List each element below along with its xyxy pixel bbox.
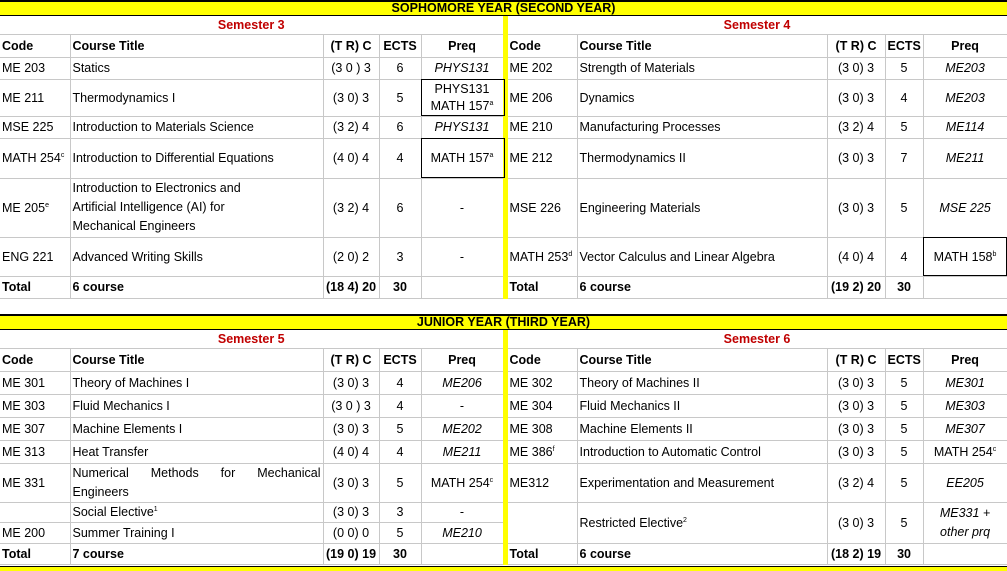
footnote-marker: c: [489, 476, 494, 484]
course-trc: (3 0) 3: [827, 371, 885, 394]
course-preq: MSE 225: [923, 178, 1007, 237]
course-ects: 4: [885, 237, 923, 276]
course-code: ME 313: [0, 440, 70, 463]
course-preq: [923, 502, 1007, 543]
course-code: ME 211: [0, 79, 70, 116]
course-preq: ME303: [923, 394, 1007, 417]
semester-3-label: Semester 3: [0, 16, 505, 34]
course-code: ENG 221: [0, 237, 70, 276]
course-trc: (3 0) 3: [827, 502, 885, 543]
course-ects: 5: [885, 178, 923, 237]
sophomore-year-title: SOPHOMORE YEAR (SECOND YEAR): [391, 1, 616, 15]
course-preq: EE205: [923, 463, 1007, 502]
table-row: [0, 502, 1007, 522]
header-ects: ECTS: [885, 348, 923, 371]
footnote-marker: a: [489, 99, 494, 107]
course-trc: (3 0) 3: [827, 138, 885, 178]
course-title: Statics: [70, 57, 323, 79]
total-course-count: 7 course: [70, 543, 323, 564]
table-row: [0, 138, 1007, 178]
course-code: ME 308: [505, 417, 577, 440]
course-ects: 5: [885, 371, 923, 394]
course-code: [505, 502, 577, 543]
total-ects: 30: [379, 276, 421, 298]
course-preq: ME211: [923, 138, 1007, 178]
course-code-text: ME 386: [509, 444, 553, 459]
course-title: Theory of Machines II: [577, 371, 827, 394]
course-ects: 6: [379, 57, 421, 79]
course-code: ME 307: [0, 417, 70, 440]
course-title: Summer Training I: [70, 522, 323, 543]
course-trc: (3 0) 3: [827, 394, 885, 417]
course-trc: (3 0) 3: [827, 417, 885, 440]
course-title: Introduction to Automatic Control: [577, 440, 827, 463]
footnote-marker: b: [992, 250, 997, 258]
course-ects: 5: [379, 79, 421, 116]
total-preq-empty: [421, 276, 505, 298]
course-code: ME 203: [0, 57, 70, 79]
junior-year-banner: [0, 314, 1007, 330]
course-ects: 5: [885, 417, 923, 440]
course-preq: PHYS131: [421, 57, 505, 79]
total-course-count: 6 course: [577, 543, 827, 564]
preq-code: MATH 158: [933, 249, 993, 264]
table-row: [0, 417, 1007, 440]
footnote-marker: 1: [153, 505, 158, 513]
total-preq-empty: [923, 543, 1007, 564]
course-code: ME 212: [505, 138, 577, 178]
course-preq: [923, 440, 1007, 463]
total-label: Total: [0, 543, 70, 564]
junior-year-title: JUNIOR YEAR (THIRD YEAR): [416, 315, 591, 329]
course-preq: ME210: [421, 522, 505, 543]
course-trc: (3 0) 3: [323, 371, 379, 394]
course-title: Introduction to Materials Science: [70, 116, 323, 138]
course-trc: (3 0) 3: [323, 79, 379, 116]
course-title: Manufacturing Processes: [577, 116, 827, 138]
total-preq-empty: [421, 543, 505, 564]
preq-line-2: other prq: [940, 524, 991, 539]
course-preq: -: [421, 237, 505, 276]
preq-code: MATH 157: [430, 98, 490, 113]
course-trc: (3 2) 4: [827, 463, 885, 502]
course-code: MSE 225: [0, 116, 70, 138]
header-preq: Preq: [421, 34, 505, 57]
table-row: [0, 79, 1007, 116]
course-ects: 4: [379, 138, 421, 178]
course-preq: ME114: [923, 116, 1007, 138]
course-ects: 5: [885, 463, 923, 502]
course-code: ME 202: [505, 57, 577, 79]
course-title: Numerical Methods for Mechanical Engineers: [70, 463, 323, 502]
course-preq: -: [421, 502, 505, 522]
restricted-elective-title: [577, 502, 827, 543]
total-ects: 30: [885, 543, 923, 564]
course-code: MSE 226: [505, 178, 577, 237]
course-trc: (0 0) 0: [323, 522, 379, 543]
table-row: [0, 237, 1007, 276]
course-code: ME 206: [505, 79, 577, 116]
course-preq: -: [421, 394, 505, 417]
course-title-text: Social Elective: [72, 505, 154, 519]
table-row: [0, 463, 1007, 502]
header-preq: Preq: [923, 34, 1007, 57]
course-code: ME 301: [0, 371, 70, 394]
header-trc: (T R) C: [827, 348, 885, 371]
course-code: ME 210: [505, 116, 577, 138]
course-title: Introduction to Differential Equations: [70, 138, 323, 178]
total-trc: (19 2) 20: [827, 276, 885, 298]
course-preq: ME202: [421, 417, 505, 440]
course-trc: (3 0 ) 3: [323, 394, 379, 417]
semester-4-label: Semester 4: [505, 16, 1007, 34]
restricted-elective-text: Restricted Elective: [579, 515, 684, 530]
header-trc: (T R) C: [323, 34, 379, 57]
course-preq: PHYS131: [421, 116, 505, 138]
course-title: Fluid Mechanics II: [577, 394, 827, 417]
course-code-text: MATH 254: [2, 151, 61, 165]
total-trc: (19 0) 19: [323, 543, 379, 564]
preq-code: MATH 157: [430, 151, 490, 165]
sophomore-year-banner: [0, 0, 1007, 16]
course-trc: (3 0) 3: [827, 178, 885, 237]
header-preq: Preq: [421, 348, 505, 371]
course-title: Fluid Mechanics I: [70, 394, 323, 417]
course-preq: ME203: [923, 79, 1007, 116]
course-title: Machine Elements II: [577, 417, 827, 440]
course-code: ME 304: [505, 394, 577, 417]
course-code: [0, 178, 70, 237]
course-title: Dynamics: [577, 79, 827, 116]
preq-code: MATH 254: [933, 444, 993, 459]
semester-6-label: Semester 6: [505, 330, 1007, 348]
course-preq: ME211: [421, 440, 505, 463]
footnote-marker: 2: [683, 516, 687, 524]
course-ects: 5: [885, 502, 923, 543]
total-course-count: 6 course: [70, 276, 323, 298]
course-preq: -: [421, 178, 505, 237]
preq-code: MATH 254: [430, 475, 490, 490]
header-course-title: Course Title: [577, 34, 827, 57]
course-trc: (3 2) 4: [323, 116, 379, 138]
course-trc: (3 0) 3: [323, 417, 379, 440]
course-ects: 5: [379, 417, 421, 440]
header-trc: (T R) C: [323, 348, 379, 371]
course-title: Theory of Machines I: [70, 371, 323, 394]
course-title: [70, 502, 323, 522]
footnote-marker: e: [45, 201, 49, 209]
course-title: Introduction to Electronics and Artificial Intelligence (AI) for Mechanical Engineers: [70, 178, 323, 237]
footnote-marker: c: [992, 445, 997, 453]
course-preq: [421, 138, 505, 178]
course-title: Machine Elements I: [70, 417, 323, 440]
course-trc: (2 0) 2: [323, 237, 379, 276]
course-preq: ME206: [421, 371, 505, 394]
table-row: [0, 116, 1007, 138]
course-preq: [923, 237, 1007, 276]
total-label: Total: [505, 276, 577, 298]
header-ects: ECTS: [885, 34, 923, 57]
course-trc: (3 0 ) 3: [323, 57, 379, 79]
total-ects: 30: [379, 543, 421, 564]
total-label: Total: [0, 276, 70, 298]
header-code: Code: [0, 348, 70, 371]
course-code: [505, 237, 577, 276]
course-trc: (3 0) 3: [827, 79, 885, 116]
course-code: [0, 138, 70, 178]
course-ects: 5: [379, 522, 421, 543]
bottom-border: [0, 566, 1007, 571]
junior-table: [0, 330, 1007, 565]
table-row: [0, 394, 1007, 417]
course-code: [505, 440, 577, 463]
table-row: [0, 371, 1007, 394]
course-ects: 4: [379, 371, 421, 394]
course-ects: 3: [379, 237, 421, 276]
course-trc: (3 2) 4: [827, 116, 885, 138]
course-trc: (4 0) 4: [323, 440, 379, 463]
preq-line-1: ME331 +: [939, 505, 991, 520]
preq-line-1: PHYS131: [434, 81, 490, 96]
header-code: Code: [505, 348, 577, 371]
total-label: Total: [505, 543, 577, 564]
course-ects: 5: [379, 463, 421, 502]
course-code-text: ME 205: [2, 200, 46, 215]
total-row: [0, 276, 1007, 298]
course-ects: 4: [379, 440, 421, 463]
course-ects: 6: [379, 116, 421, 138]
course-ects: 5: [885, 116, 923, 138]
course-title: Vector Calculus and Linear Algebra: [577, 237, 827, 276]
footnote-marker: d: [568, 250, 573, 258]
course-preq: ME307: [923, 417, 1007, 440]
table-row: [0, 440, 1007, 463]
semester-5-label: Semester 5: [0, 330, 505, 348]
total-trc: (18 2) 19: [827, 543, 885, 564]
footnote-marker: f: [552, 445, 555, 453]
course-preq: [421, 79, 505, 116]
course-ects: 5: [885, 57, 923, 79]
header-course-title: Course Title: [577, 348, 827, 371]
sophomore-table: [0, 16, 1007, 299]
course-preq: [421, 463, 505, 502]
course-code: [0, 502, 70, 522]
course-title: Engineering Materials: [577, 178, 827, 237]
course-ects: 4: [885, 79, 923, 116]
footnote-marker: c: [60, 151, 65, 159]
header-course-title: Course Title: [70, 34, 323, 57]
course-trc: (3 0) 3: [323, 463, 379, 502]
course-trc: (3 0) 3: [827, 57, 885, 79]
header-ects: ECTS: [379, 348, 421, 371]
course-preq: ME203: [923, 57, 1007, 79]
course-title: Experimentation and Measurement: [577, 463, 827, 502]
preq-line-2: [424, 98, 501, 115]
course-code: ME 200: [0, 522, 70, 543]
course-code-text: MATH 253: [509, 249, 569, 264]
course-ects: 6: [379, 178, 421, 237]
course-trc: (3 0) 3: [323, 502, 379, 522]
course-preq: ME301: [923, 371, 1007, 394]
header-ects: ECTS: [379, 34, 421, 57]
course-code: ME312: [505, 463, 577, 502]
course-title: Thermodynamics II: [577, 138, 827, 178]
total-preq-empty: [923, 276, 1007, 298]
total-row: [0, 543, 1007, 564]
course-trc: (4 0) 4: [323, 138, 379, 178]
course-trc: (3 2) 4: [323, 178, 379, 237]
course-ects: 5: [885, 394, 923, 417]
header-preq: Preq: [923, 348, 1007, 371]
total-course-count: 6 course: [577, 276, 827, 298]
total-ects: 30: [885, 276, 923, 298]
course-ects: 3: [379, 502, 421, 522]
header-course-title: Course Title: [70, 348, 323, 371]
course-title: Strength of Materials: [577, 57, 827, 79]
course-ects: 5: [885, 440, 923, 463]
course-title: Advanced Writing Skills: [70, 237, 323, 276]
course-ects: 4: [379, 394, 421, 417]
course-title: Heat Transfer: [70, 440, 323, 463]
course-trc: (3 0) 3: [827, 440, 885, 463]
header-code: Code: [505, 34, 577, 57]
total-trc: (18 4) 20: [323, 276, 379, 298]
footnote-marker: a: [489, 151, 494, 159]
course-ects: 7: [885, 138, 923, 178]
table-row: [0, 57, 1007, 79]
course-trc: (4 0) 4: [827, 237, 885, 276]
table-row: [0, 178, 1007, 237]
course-code: ME 303: [0, 394, 70, 417]
course-code: ME 331: [0, 463, 70, 502]
course-title: Thermodynamics I: [70, 79, 323, 116]
header-code: Code: [0, 34, 70, 57]
course-code: ME 302: [505, 371, 577, 394]
header-trc: (T R) C: [827, 34, 885, 57]
